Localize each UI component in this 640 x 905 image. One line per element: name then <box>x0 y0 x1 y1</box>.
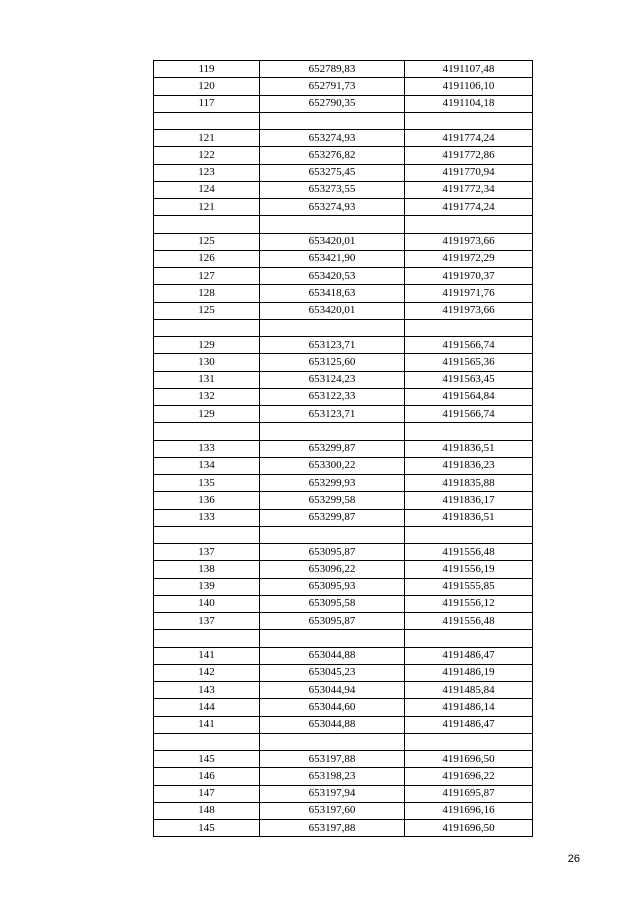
point-number-cell: 136 <box>154 492 260 509</box>
y-coordinate-cell: 4191555,85 <box>405 578 533 595</box>
separator-row <box>154 526 533 543</box>
point-number-cell: 139 <box>154 578 260 595</box>
point-number-cell: 130 <box>154 354 260 371</box>
point-number-cell: 145 <box>154 820 260 837</box>
table-row <box>154 61 533 78</box>
x-coordinate-cell: 653197,88 <box>260 751 405 768</box>
x-coordinate-cell: 653124,23 <box>260 371 405 388</box>
y-coordinate-cell: 4191972,29 <box>405 250 533 267</box>
x-coordinate-cell: 653421,90 <box>260 250 405 267</box>
y-coordinate-cell <box>405 216 533 233</box>
y-coordinate-cell: 4191836,17 <box>405 492 533 509</box>
x-coordinate-cell: 653044,88 <box>260 716 405 733</box>
y-coordinate-cell: 4191696,50 <box>405 820 533 837</box>
separator-row <box>154 112 533 129</box>
point-number-cell: 135 <box>154 475 260 492</box>
point-number-cell: 137 <box>154 613 260 630</box>
separator-row <box>154 216 533 233</box>
x-coordinate-cell: 653125,60 <box>260 354 405 371</box>
point-number-cell: 123 <box>154 164 260 181</box>
table-row <box>154 578 533 595</box>
table-row <box>154 802 533 819</box>
y-coordinate-cell <box>405 733 533 750</box>
x-coordinate-cell: 653123,71 <box>260 406 405 423</box>
x-coordinate-cell: 653299,93 <box>260 475 405 492</box>
table-row <box>154 354 533 371</box>
x-coordinate-cell: 653045,23 <box>260 664 405 681</box>
table-row <box>154 147 533 164</box>
x-coordinate-cell: 653420,01 <box>260 233 405 250</box>
x-coordinate-cell: 653122,33 <box>260 388 405 405</box>
table-row <box>154 716 533 733</box>
table-row <box>154 233 533 250</box>
table-row <box>154 388 533 405</box>
point-number-cell: 128 <box>154 285 260 302</box>
y-coordinate-cell: 4191486,14 <box>405 699 533 716</box>
y-coordinate-cell: 4191835,88 <box>405 475 533 492</box>
point-number-cell: 138 <box>154 561 260 578</box>
point-number-cell: 145 <box>154 751 260 768</box>
y-coordinate-cell: 4191774,24 <box>405 199 533 216</box>
table-row <box>154 181 533 198</box>
point-number-cell <box>154 630 260 647</box>
x-coordinate-cell: 653420,01 <box>260 302 405 319</box>
y-coordinate-cell: 4191565,36 <box>405 354 533 371</box>
x-coordinate-cell: 653299,58 <box>260 492 405 509</box>
point-number-cell: 120 <box>154 78 260 95</box>
point-number-cell: 133 <box>154 440 260 457</box>
x-coordinate-cell: 653095,87 <box>260 544 405 561</box>
table-row <box>154 613 533 630</box>
y-coordinate-cell: 4191772,34 <box>405 181 533 198</box>
point-number-cell <box>154 526 260 543</box>
y-coordinate-cell <box>405 630 533 647</box>
y-coordinate-cell: 4191556,19 <box>405 561 533 578</box>
y-coordinate-cell: 4191486,47 <box>405 716 533 733</box>
separator-row <box>154 319 533 336</box>
x-coordinate-cell: 653276,82 <box>260 147 405 164</box>
y-coordinate-cell: 4191836,51 <box>405 509 533 526</box>
y-coordinate-cell: 4191970,37 <box>405 268 533 285</box>
point-number-cell: 142 <box>154 664 260 681</box>
y-coordinate-cell: 4191770,94 <box>405 164 533 181</box>
point-number-cell <box>154 319 260 336</box>
point-number-cell: 133 <box>154 509 260 526</box>
point-number-cell: 132 <box>154 388 260 405</box>
table-row <box>154 785 533 802</box>
y-coordinate-cell <box>405 112 533 129</box>
x-coordinate-cell: 653095,58 <box>260 595 405 612</box>
coordinates-table <box>153 60 533 837</box>
point-number-cell: 117 <box>154 95 260 112</box>
y-coordinate-cell: 4191486,19 <box>405 664 533 681</box>
point-number-cell: 126 <box>154 250 260 267</box>
table-row <box>154 440 533 457</box>
y-coordinate-cell: 4191772,86 <box>405 147 533 164</box>
x-coordinate-cell: 653418,63 <box>260 285 405 302</box>
table-row <box>154 682 533 699</box>
point-number-cell: 144 <box>154 699 260 716</box>
y-coordinate-cell: 4191563,45 <box>405 371 533 388</box>
y-coordinate-cell: 4191556,12 <box>405 595 533 612</box>
point-number-cell: 125 <box>154 233 260 250</box>
x-coordinate-cell: 653420,53 <box>260 268 405 285</box>
table-row <box>154 268 533 285</box>
table-row <box>154 595 533 612</box>
table-row <box>154 699 533 716</box>
x-coordinate-cell: 653123,71 <box>260 337 405 354</box>
point-number-cell: 125 <box>154 302 260 319</box>
table-row <box>154 475 533 492</box>
x-coordinate-cell: 652790,35 <box>260 95 405 112</box>
separator-row <box>154 423 533 440</box>
x-coordinate-cell: 653096,22 <box>260 561 405 578</box>
x-coordinate-cell <box>260 319 405 336</box>
point-number-cell: 127 <box>154 268 260 285</box>
table-row <box>154 371 533 388</box>
point-number-cell <box>154 112 260 129</box>
y-coordinate-cell: 4191696,16 <box>405 802 533 819</box>
y-coordinate-cell: 4191836,51 <box>405 440 533 457</box>
x-coordinate-cell: 653095,93 <box>260 578 405 595</box>
y-coordinate-cell: 4191973,66 <box>405 302 533 319</box>
table-row <box>154 751 533 768</box>
table-row <box>154 130 533 147</box>
point-number-cell: 148 <box>154 802 260 819</box>
y-coordinate-cell <box>405 526 533 543</box>
point-number-cell: 147 <box>154 785 260 802</box>
point-number-cell: 137 <box>154 544 260 561</box>
table-row <box>154 302 533 319</box>
table-row <box>154 406 533 423</box>
x-coordinate-cell: 653044,60 <box>260 699 405 716</box>
x-coordinate-cell <box>260 526 405 543</box>
x-coordinate-cell <box>260 216 405 233</box>
y-coordinate-cell: 4191971,76 <box>405 285 533 302</box>
x-coordinate-cell: 653197,60 <box>260 802 405 819</box>
point-number-cell: 122 <box>154 147 260 164</box>
point-number-cell <box>154 733 260 750</box>
y-coordinate-cell: 4191696,50 <box>405 751 533 768</box>
point-number-cell: 131 <box>154 371 260 388</box>
table-row <box>154 199 533 216</box>
point-number-cell: 141 <box>154 647 260 664</box>
y-coordinate-cell: 4191485,84 <box>405 682 533 699</box>
y-coordinate-cell <box>405 319 533 336</box>
y-coordinate-cell: 4191566,74 <box>405 337 533 354</box>
table-row <box>154 561 533 578</box>
table-row <box>154 285 533 302</box>
x-coordinate-cell: 652789,83 <box>260 61 405 78</box>
point-number-cell: 134 <box>154 457 260 474</box>
x-coordinate-cell: 653299,87 <box>260 440 405 457</box>
y-coordinate-cell: 4191556,48 <box>405 613 533 630</box>
y-coordinate-cell: 4191556,48 <box>405 544 533 561</box>
coordinates-table-body <box>154 61 533 837</box>
x-coordinate-cell <box>260 733 405 750</box>
y-coordinate-cell: 4191696,22 <box>405 768 533 785</box>
y-coordinate-cell: 4191566,74 <box>405 406 533 423</box>
table-row <box>154 544 533 561</box>
x-coordinate-cell: 653274,93 <box>260 130 405 147</box>
point-number-cell: 141 <box>154 716 260 733</box>
table-row <box>154 95 533 112</box>
y-coordinate-cell: 4191104,18 <box>405 95 533 112</box>
point-number-cell: 124 <box>154 181 260 198</box>
y-coordinate-cell: 4191564,84 <box>405 388 533 405</box>
y-coordinate-cell: 4191695,87 <box>405 785 533 802</box>
x-coordinate-cell <box>260 630 405 647</box>
table-row <box>154 78 533 95</box>
point-number-cell: 143 <box>154 682 260 699</box>
point-number-cell <box>154 423 260 440</box>
y-coordinate-cell: 4191106,10 <box>405 78 533 95</box>
x-coordinate-cell: 653044,88 <box>260 647 405 664</box>
table-row <box>154 820 533 837</box>
y-coordinate-cell: 4191107,48 <box>405 61 533 78</box>
point-number-cell: 129 <box>154 337 260 354</box>
table-row <box>154 647 533 664</box>
x-coordinate-cell: 653044,94 <box>260 682 405 699</box>
y-coordinate-cell: 4191973,66 <box>405 233 533 250</box>
x-coordinate-cell: 653275,45 <box>260 164 405 181</box>
x-coordinate-cell: 653300,22 <box>260 457 405 474</box>
y-coordinate-cell: 4191774,24 <box>405 130 533 147</box>
point-number-cell: 146 <box>154 768 260 785</box>
x-coordinate-cell: 653274,93 <box>260 199 405 216</box>
table-row <box>154 457 533 474</box>
y-coordinate-cell <box>405 423 533 440</box>
x-coordinate-cell: 653299,87 <box>260 509 405 526</box>
x-coordinate-cell: 653198,23 <box>260 768 405 785</box>
x-coordinate-cell <box>260 112 405 129</box>
y-coordinate-cell: 4191836,23 <box>405 457 533 474</box>
point-number-cell <box>154 216 260 233</box>
point-number-cell: 129 <box>154 406 260 423</box>
point-number-cell: 140 <box>154 595 260 612</box>
x-coordinate-cell: 652791,73 <box>260 78 405 95</box>
table-row <box>154 492 533 509</box>
separator-row <box>154 733 533 750</box>
x-coordinate-cell: 653095,87 <box>260 613 405 630</box>
point-number-cell: 121 <box>154 130 260 147</box>
table-row <box>154 337 533 354</box>
x-coordinate-cell: 653273,55 <box>260 181 405 198</box>
table-row <box>154 164 533 181</box>
x-coordinate-cell: 653197,88 <box>260 820 405 837</box>
page-number: 26 <box>567 853 580 865</box>
point-number-cell: 121 <box>154 199 260 216</box>
separator-row <box>154 630 533 647</box>
table-row <box>154 250 533 267</box>
x-coordinate-cell: 653197,94 <box>260 785 405 802</box>
y-coordinate-cell: 4191486,47 <box>405 647 533 664</box>
table-row <box>154 664 533 681</box>
point-number-cell: 119 <box>154 61 260 78</box>
x-coordinate-cell <box>260 423 405 440</box>
table-row <box>154 768 533 785</box>
table-row <box>154 509 533 526</box>
